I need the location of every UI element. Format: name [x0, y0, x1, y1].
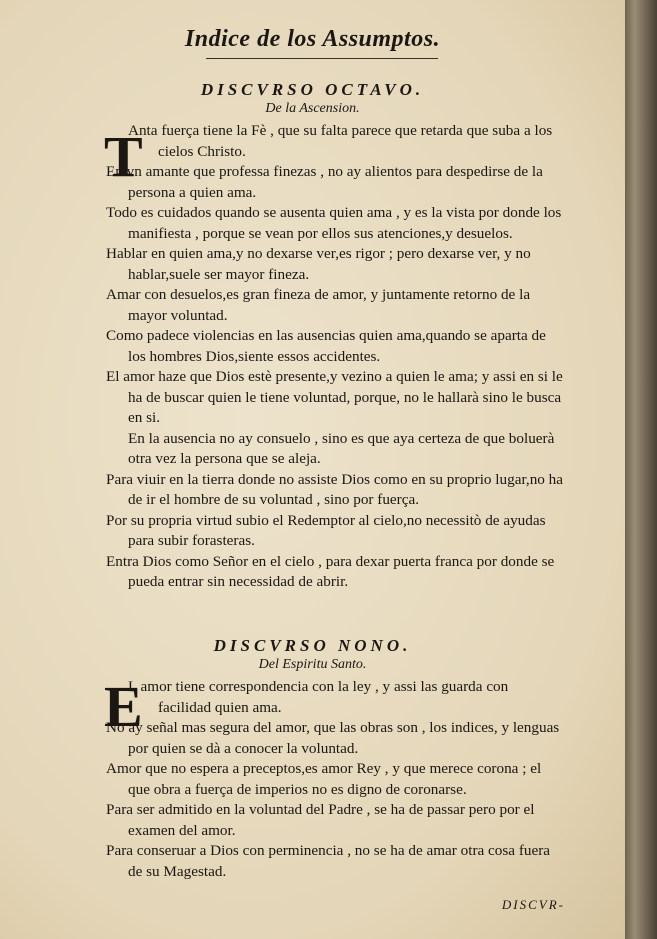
list-item: Para viuir en la tierra donde no assiste Dios como en su proprio lugar,no ha de ir el hombre de su voluntad , sino por fuerça.: [106, 470, 564, 508]
list-item: Amar con desuelos,es gran fineza de amor, y juntamente retorno de la mayor voluntad.: [106, 286, 531, 324]
list-item: Todo es cuidados quando se ausenta quien ama , y es la vista por donde los manifiesta , porque se vean por ellos sus atenciones,y desuelos.: [106, 204, 562, 242]
section-subtitle: De la Ascension.: [265, 101, 360, 116]
list-item: Entra Dios como Señor en el cielo , para dexar puerta franca por donde se pueda entrar sin necessidad de abrir.: [106, 552, 555, 590]
drop-cap: T: [104, 124, 143, 189]
section-octavo: [0, 80, 625, 593]
list-item: Amor que no espera a preceptos,es amor Rey , y que merece corona ; el que obra a fuerça de imperios no es digno de coronarse.: [106, 760, 542, 798]
list-item: En la ausencia no ay consuelo , sino es que aya certeza de que boluerà otra vez la persona que se aleja.: [128, 429, 555, 467]
list-item: En vn amante que professa finezas , no ay alientos para despedirse de la persona a quien ama.: [106, 163, 543, 201]
entry-list: [0, 674, 625, 882]
section-title: DISCVRSO NONO.: [213, 636, 412, 655]
section-title: DISCVRSO OCTAVO.: [200, 80, 425, 99]
catchword: DISCVR-: [501, 897, 565, 912]
list-item: Para ser admitido en la voluntad del Padre , se ha de passar pero por el examen del amor.: [106, 801, 535, 839]
list-item: L amor tiene correspondencia con la ley , y assi las guarda con facilidad quien ama.: [128, 678, 509, 716]
list-item: Hablar en quien ama,y no dexarse ver,es rigor ; pero dexarse ver, y no hablar,suele ser mayor fineza.: [106, 245, 531, 283]
page-title: Indice de los Assumptos.: [184, 26, 441, 52]
section-nono: [0, 636, 625, 882]
section-subtitle: Del Espiritu Santo.: [258, 657, 367, 672]
list-item: Anta fuerça tiene la Fè , que su falta parece que retarda que suba a los cielos Christo.: [128, 122, 553, 160]
list-item: No ay señal mas segura del amor, que las obras son , los indices, y lenguas por quien se dà a conocer la voluntad.: [106, 719, 560, 757]
list-item: Por su propria virtud subio el Redemptor al cielo,no necessitò de ayudas para subir forasteras.: [106, 511, 546, 549]
list-item: El amor haze que Dios estè presente,y vezino a quien le ama; y assi en si le ha de buscar quien le tiene voluntad, porque, no le hallarà sino le busca en si.: [106, 368, 563, 426]
drop-cap: E: [104, 674, 143, 739]
list-item: Para conseruar a Dios con perminencia , no se ha de amar otra cosa fuera de su Magestad.: [106, 842, 551, 880]
entry-list: [0, 121, 625, 593]
page-edge: [625, 0, 657, 939]
list-item: Como padece violencias en las ausencias quien ama,quando se aparta de los hombres Dios,siente essos accidentes.: [106, 327, 546, 365]
title-rule: [206, 58, 438, 59]
